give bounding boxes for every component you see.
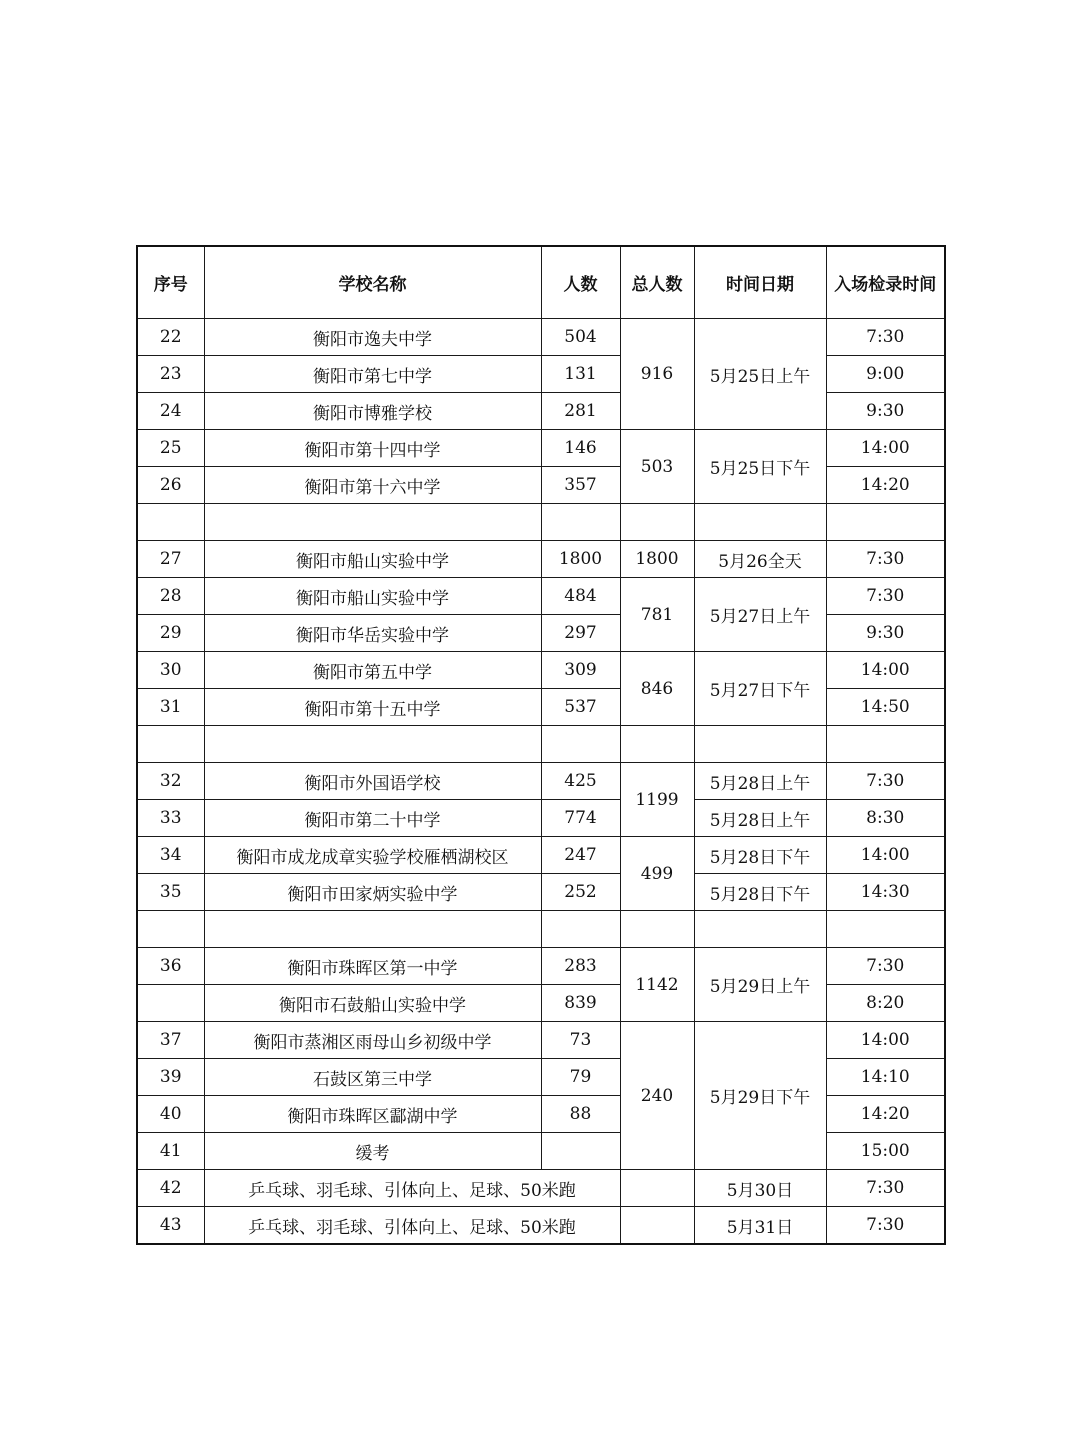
time-cell: 7:30 xyxy=(826,541,945,578)
table-row xyxy=(137,948,945,985)
school-cell: 衡阳市第十四中学 xyxy=(204,430,541,467)
blank-row xyxy=(137,911,945,948)
time-cell: 9:30 xyxy=(826,615,945,652)
time-cell: 14:00 xyxy=(826,652,945,689)
seq-cell: 30 xyxy=(137,652,204,689)
blank-row xyxy=(137,726,945,763)
seq-cell: 24 xyxy=(137,393,204,430)
seq-cell xyxy=(137,985,204,1022)
table-row xyxy=(137,837,945,874)
school-cell: 石鼓区第三中学 xyxy=(204,1059,541,1096)
seq-cell: 36 xyxy=(137,948,204,985)
table-row xyxy=(137,319,945,356)
seq-cell: 22 xyxy=(137,319,204,356)
count-cell: 425 xyxy=(541,763,620,800)
time-cell: 14:30 xyxy=(826,874,945,911)
total-cell xyxy=(620,1170,694,1207)
count-cell: 537 xyxy=(541,689,620,726)
total-cell: 240 xyxy=(620,1022,694,1170)
seq-cell: 25 xyxy=(137,430,204,467)
seq-cell: 28 xyxy=(137,578,204,615)
time-cell: 7:30 xyxy=(826,1170,945,1207)
count-cell: 281 xyxy=(541,393,620,430)
table-row xyxy=(137,800,945,837)
count-cell: 357 xyxy=(541,467,620,504)
total-cell: 1142 xyxy=(620,948,694,1022)
school-cell: 衡阳市博雅学校 xyxy=(204,393,541,430)
total-cell xyxy=(620,1207,694,1245)
time-cell: 7:30 xyxy=(826,578,945,615)
schedule-table xyxy=(136,245,946,1245)
seq-cell: 43 xyxy=(137,1207,204,1245)
header-total: 总人数 xyxy=(620,246,694,319)
time-cell: 14:00 xyxy=(826,430,945,467)
count-cell: 247 xyxy=(541,837,620,874)
blank-row xyxy=(137,504,945,541)
seq-cell: 40 xyxy=(137,1096,204,1133)
school-cell: 缓考 xyxy=(204,1133,541,1170)
seq-cell: 37 xyxy=(137,1022,204,1059)
event-cell: 乒乓球、羽毛球、引体向上、足球、50米跑 xyxy=(204,1170,620,1207)
date-cell: 5月28日上午 xyxy=(694,763,826,800)
count-cell xyxy=(541,1133,620,1170)
time-cell: 7:30 xyxy=(826,948,945,985)
count-cell: 88 xyxy=(541,1096,620,1133)
school-cell: 衡阳市第七中学 xyxy=(204,356,541,393)
total-cell: 846 xyxy=(620,652,694,726)
count-cell: 131 xyxy=(541,356,620,393)
time-cell: 8:20 xyxy=(826,985,945,1022)
count-cell: 504 xyxy=(541,319,620,356)
time-cell: 14:20 xyxy=(826,467,945,504)
count-cell: 79 xyxy=(541,1059,620,1096)
time-cell: 8:30 xyxy=(826,800,945,837)
event-cell: 乒乓球、羽毛球、引体向上、足球、50米跑 xyxy=(204,1207,620,1245)
header-school-name: 学校名称 xyxy=(204,246,541,319)
count-cell: 1800 xyxy=(541,541,620,578)
count-cell: 146 xyxy=(541,430,620,467)
date-cell: 5月29日上午 xyxy=(694,948,826,1022)
count-cell: 283 xyxy=(541,948,620,985)
seq-cell: 31 xyxy=(137,689,204,726)
time-cell: 7:30 xyxy=(826,319,945,356)
seq-cell: 32 xyxy=(137,763,204,800)
school-cell: 衡阳市第二十中学 xyxy=(204,800,541,837)
date-cell: 5月30日 xyxy=(694,1170,826,1207)
date-cell: 5月25日上午 xyxy=(694,319,826,430)
header-seq: 序号 xyxy=(137,246,204,319)
date-cell: 5月27日下午 xyxy=(694,652,826,726)
date-cell: 5月28日上午 xyxy=(694,800,826,837)
seq-cell: 26 xyxy=(137,467,204,504)
time-cell: 9:30 xyxy=(826,393,945,430)
table-row xyxy=(137,1022,945,1059)
school-cell: 衡阳市第十五中学 xyxy=(204,689,541,726)
table-row xyxy=(137,578,945,615)
time-cell: 14:50 xyxy=(826,689,945,726)
count-cell: 73 xyxy=(541,1022,620,1059)
school-cell: 衡阳市珠晖区酃湖中学 xyxy=(204,1096,541,1133)
total-cell: 916 xyxy=(620,319,694,430)
time-cell: 7:30 xyxy=(826,763,945,800)
seq-cell: 42 xyxy=(137,1170,204,1207)
table-row xyxy=(137,763,945,800)
date-cell: 5月27日上午 xyxy=(694,578,826,652)
school-cell: 衡阳市田家炳实验中学 xyxy=(204,874,541,911)
total-cell: 499 xyxy=(620,837,694,911)
seq-cell: 23 xyxy=(137,356,204,393)
seq-cell: 29 xyxy=(137,615,204,652)
table-row xyxy=(137,1207,945,1245)
seq-cell: 27 xyxy=(137,541,204,578)
header-row xyxy=(137,246,945,319)
school-cell: 衡阳市蒸湘区雨母山乡初级中学 xyxy=(204,1022,541,1059)
total-cell: 1199 xyxy=(620,763,694,837)
school-cell: 衡阳市华岳实验中学 xyxy=(204,615,541,652)
school-cell: 衡阳市成龙成章实验学校雁栖湖校区 xyxy=(204,837,541,874)
table-row xyxy=(137,652,945,689)
date-cell: 5月26全天 xyxy=(694,541,826,578)
header-checkin-time: 入场检录时间 xyxy=(826,246,945,319)
school-cell: 衡阳市外国语学校 xyxy=(204,763,541,800)
count-cell: 774 xyxy=(541,800,620,837)
date-cell: 5月28日下午 xyxy=(694,874,826,911)
seq-cell: 35 xyxy=(137,874,204,911)
count-cell: 297 xyxy=(541,615,620,652)
time-cell: 15:00 xyxy=(826,1133,945,1170)
header-date: 时间日期 xyxy=(694,246,826,319)
time-cell: 7:30 xyxy=(826,1207,945,1245)
school-cell: 衡阳市逸夫中学 xyxy=(204,319,541,356)
header-count: 人数 xyxy=(541,246,620,319)
total-cell: 1800 xyxy=(620,541,694,578)
school-cell: 衡阳市第五中学 xyxy=(204,652,541,689)
table-row xyxy=(137,874,945,911)
table-row xyxy=(137,1170,945,1207)
time-cell: 14:20 xyxy=(826,1096,945,1133)
table-row xyxy=(137,541,945,578)
school-cell: 衡阳市船山实验中学 xyxy=(204,541,541,578)
time-cell: 14:00 xyxy=(826,1022,945,1059)
time-cell: 14:10 xyxy=(826,1059,945,1096)
seq-cell: 41 xyxy=(137,1133,204,1170)
time-cell: 14:00 xyxy=(826,837,945,874)
school-cell: 衡阳市船山实验中学 xyxy=(204,578,541,615)
date-cell: 5月31日 xyxy=(694,1207,826,1245)
count-cell: 839 xyxy=(541,985,620,1022)
total-cell: 503 xyxy=(620,430,694,504)
seq-cell: 39 xyxy=(137,1059,204,1096)
table-row xyxy=(137,430,945,467)
school-cell: 衡阳市石鼓船山实验中学 xyxy=(204,985,541,1022)
total-cell: 781 xyxy=(620,578,694,652)
count-cell: 309 xyxy=(541,652,620,689)
school-cell: 衡阳市第十六中学 xyxy=(204,467,541,504)
count-cell: 484 xyxy=(541,578,620,615)
date-cell: 5月28日下午 xyxy=(694,837,826,874)
count-cell: 252 xyxy=(541,874,620,911)
date-cell: 5月29日下午 xyxy=(694,1022,826,1170)
date-cell: 5月25日下午 xyxy=(694,430,826,504)
school-cell: 衡阳市珠晖区第一中学 xyxy=(204,948,541,985)
time-cell: 9:00 xyxy=(826,356,945,393)
seq-cell: 33 xyxy=(137,800,204,837)
seq-cell: 34 xyxy=(137,837,204,874)
